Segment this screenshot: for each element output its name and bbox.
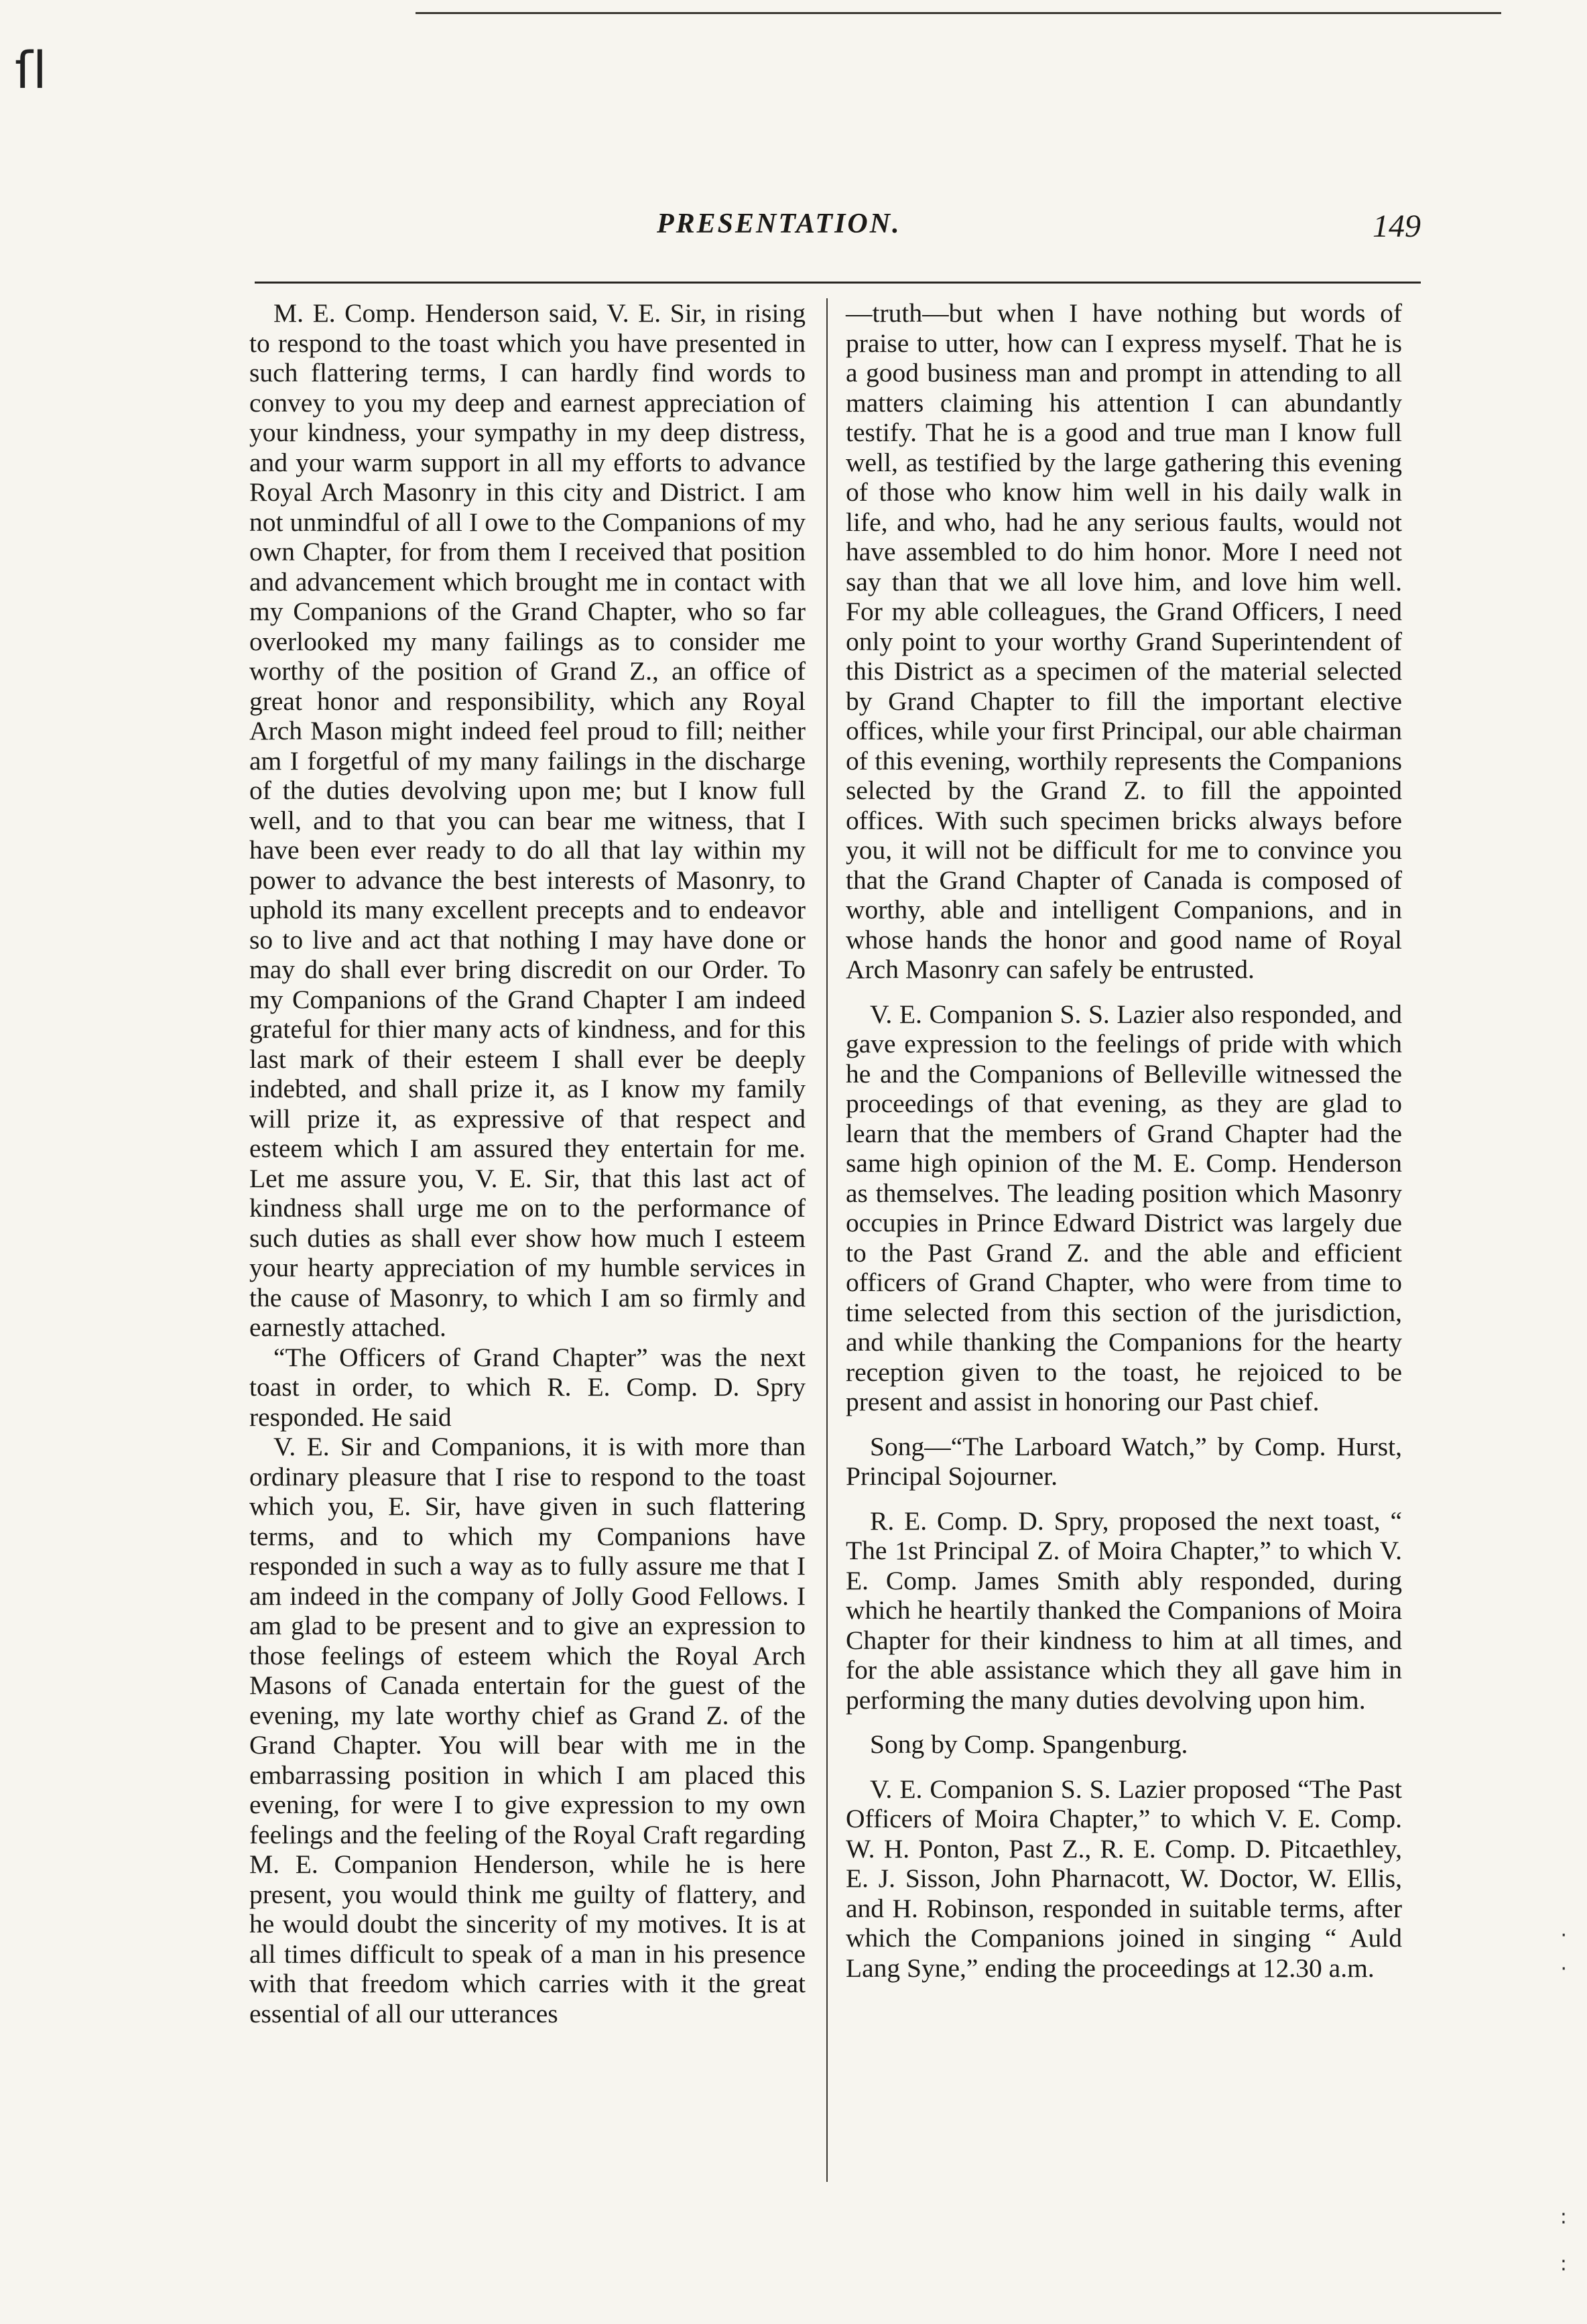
page-number: 149 [1373, 208, 1421, 244]
top-border-line [416, 12, 1501, 14]
paragraph: V. E. Companion S. S. Lazier proposed “The Past Officers of Moira Chapter,” to which V. E. Comp. W. H. Ponton, Past Z., R. E. Comp. D. Pitcaethley, E. J. Sisson, John Pharnacott, W. Doctor, W. Ellis, and H. Robinson, responded in suitable terms, after which the Companions joined in singing “ Auld Lang Syne,” ending the proceedings at 12.30 a.m. [846, 1774, 1402, 1983]
margin-speck: · [1560, 1924, 1567, 1947]
running-title: PRESENTATION. [657, 208, 901, 239]
right-column [846, 298, 1402, 1983]
column-divider [826, 298, 828, 2182]
margin-mark: ſl [15, 40, 47, 100]
margin-speck: : [1560, 2252, 1567, 2276]
paragraph: R. E. Comp. D. Spry, proposed the next toast, “ The 1st Principal Z. of Moira Chapter,” to which V. E. Comp. James Smith ably responded, during which he heartily thanked the Companions of Moira Chapter for their kindness to him at all times, and for the able assistance which they all gave him in performing the many duties devolving upon him. [846, 1506, 1402, 1715]
paragraph: V. E. Sir and Companions, it is with more than ordinary pleasure that I rise to respond to the toast which you, E. Sir, have given in such flattering terms, and to which my Companions have responded in such a way as to fully assure me that I am indeed in the company of Jolly Good Fellows. I am glad to be present and to give an expression to those feelings of esteem which the Royal Arch Masons of Canada entertain for the guest of the evening, my late worthy chief as Grand Z. of the Grand Chapter. You will bear with me in the embarrassing position in which I am placed this evening, for were I to give expression to my own feelings and the feeling of the Royal Craft regarding M. E. Companion Henderson, while he is here present, you would think me guilty of flattery, and he would doubt the sincerity of my motives. It is at all times difficult to speak of a man in his presence with that freedom which carries with it the great essential of all our utterances [249, 1432, 806, 2028]
left-column [249, 298, 806, 2028]
paragraph: M. E. Comp. Henderson said, V. E. Sir, in rising to respond to the toast which you have presented in such flattering terms, I can hardly find words to convey to you my deep and earnest appreciation of your kindness, your sympathy in my deep distress, and your warm support in all my efforts to advance Royal Arch Masonry in this city and District. I am not unmindful of all I owe to the Companions of my own Chapter, for from them I received that position and advancement which brought me in contact with my Companions of the Grand Chapter, who so far overlooked my many failings as to consider me worthy of the position of Grand Z., an office of great honor and responsibility, which any Royal Arch Mason might indeed feel proud to fill; neither am I forgetful of my many failings in the discharge of the duties devolving upon me; but I know full well, and to that you can bear me witness, that I have been ever ready to do all that lay within my power to advance the best interests of Masonry, to uphold its many excellent precepts and to endeavor so to live and act that nothing I may have done or may do shall ever bring discredit on our Order. To my Companions of the Grand Chapter I am indeed grateful for thier many acts of kindness, and for this last mark of their esteem I shall ever be deeply indebted, and shall prize it, as I know my family will prize it, as expressive of that respect and esteem which I am assured they entertain for me. Let me assure you, V. E. Sir, that this last act of kindness shall urge me on to the performance of such duties as shall ever show how much I esteem your hearty appreciation of my humble services in the cause of Masonry, to which I am so firmly and earnestly attached. [249, 298, 806, 1342]
paragraph: Song by Comp. Spangenburg. [870, 1729, 1188, 1759]
paragraph: V. E. Companion S. S. Lazier also responded, and gave expression to the feelings of pride with which he and the Companions of Belleville witnessed the proceedings of that evening, as they are glad to learn that the members of Grand Chapter had the same high opinion of the M. E. Comp. Henderson as themselves. The leading position which Masonry occupies in Prince Edward District was largely due to the Past Grand Z. and the able and efficient officers of Grand Chapter, who were from time to time selected from this section of the jurisdiction, and while thanking the Companions for the hearty reception given to the toast, he rejoiced to be present and assist in honoring our Past chief. [846, 999, 1402, 1416]
header-rule [255, 282, 1421, 284]
paragraph: —truth—but when I have nothing but words of praise to utter, how can I express myself. That he is a good business man and prompt in attending to all matters claiming his attention I can abundantly testify. That he is a good and true man I know full well, as testified by the large gathering this evening of those who know him well in his daily walk in life, and who, had he any serious faults, would not have assembled to do him honor. More I need not say than that we all love him, and love him well. For my able colleagues, the Grand Officers, I need only point to your worthy Grand Superintendent of this District as a specimen of the material selected by Grand Chapter to fill the important elective offices, while your first Principal, our able chairman of this evening, worthily represents the Companions selected by the Grand Z. to fill the appointed offices. With such specimen bricks always before you, it will not be difficult for me to convince you that the Grand Chapter of Canada is composed of worthy, able and intelligent Companions, and in whose hands the honor and good name of Royal Arch Masonry can safely be entrusted. [846, 298, 1402, 984]
margin-speck: · [1560, 1957, 1567, 1981]
paragraph: “The Officers of Grand Chapter” was the next toast in order, to which R. E. Comp. D. Spry responded. He said [249, 1342, 806, 1432]
paragraph: Song—“The Larboard Watch,” by Comp. Hurst, Principal Sojourner. [846, 1431, 1402, 1491]
margin-speck: : [1560, 2205, 1567, 2229]
page-header [255, 208, 1421, 261]
